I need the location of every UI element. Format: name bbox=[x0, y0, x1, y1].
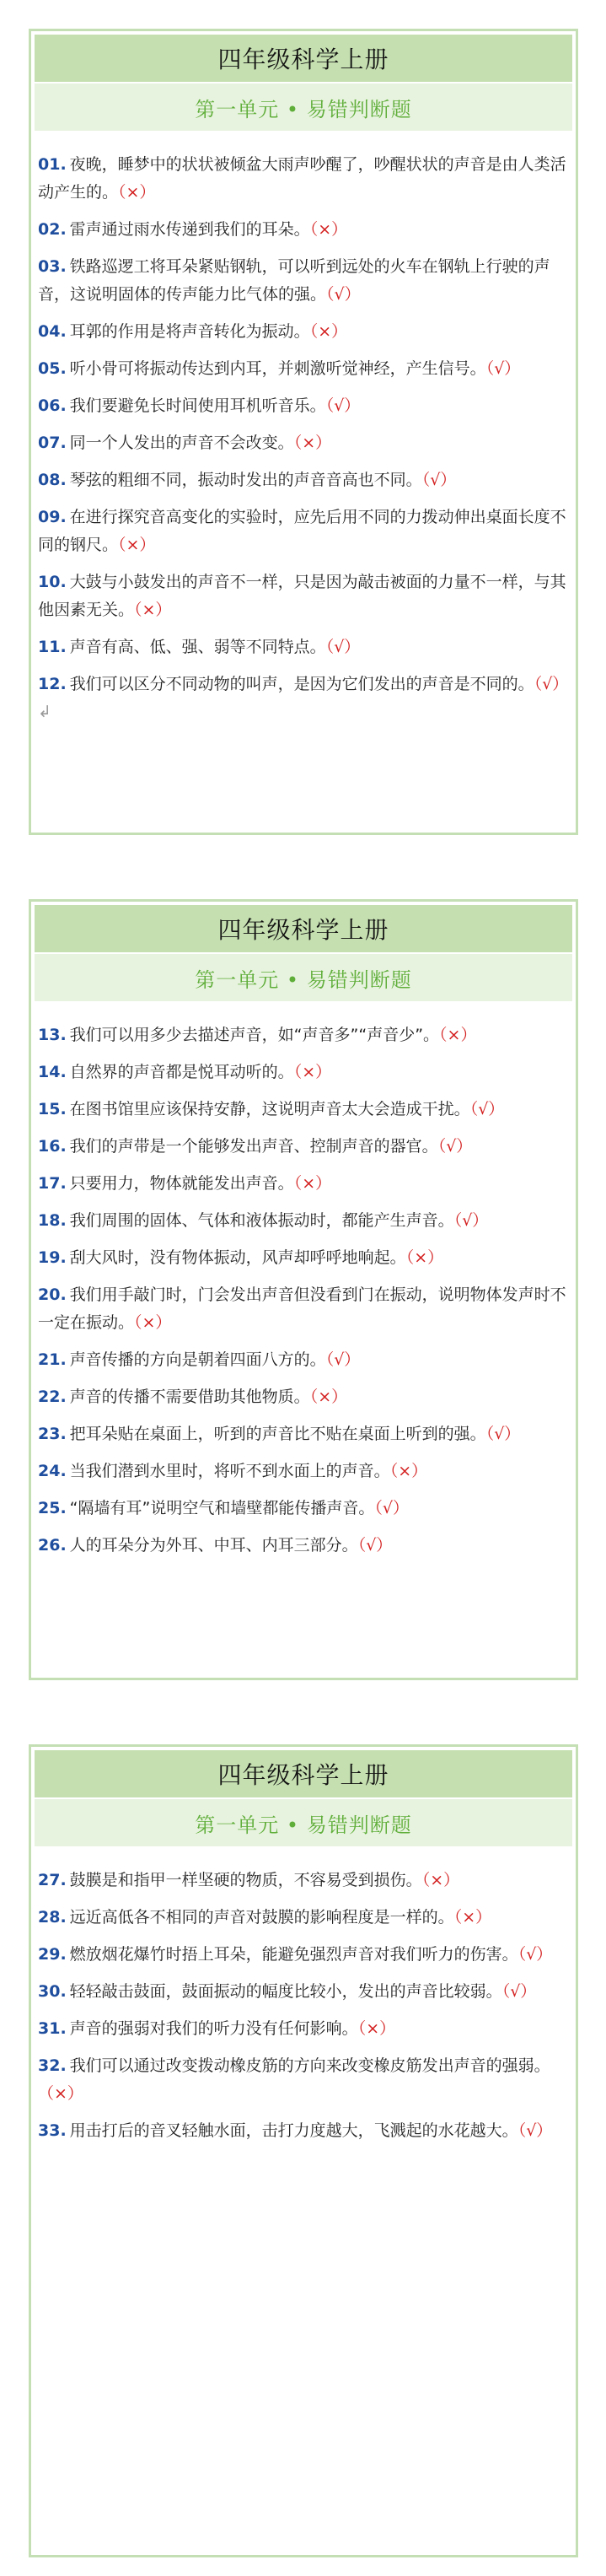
question-number: 29. bbox=[38, 1945, 67, 1964]
answer-mark: （√） bbox=[501, 1982, 537, 2001]
question-number: 09. bbox=[38, 508, 67, 526]
question-item bbox=[38, 1021, 569, 1049]
question-item bbox=[38, 633, 569, 661]
question-number: 20. bbox=[38, 1285, 67, 1304]
answer-mark: （×） bbox=[293, 1174, 332, 1193]
card-title: 四年级科学上册 bbox=[217, 46, 389, 73]
question-number: 18. bbox=[38, 1211, 67, 1230]
answer-mark: （√） bbox=[325, 638, 361, 656]
answer-mark: （√） bbox=[325, 396, 361, 415]
answer-mark: （×） bbox=[453, 1908, 492, 1927]
question-number: 13. bbox=[38, 1026, 67, 1044]
quiz-card-2 bbox=[29, 899, 578, 1680]
card-header bbox=[35, 35, 572, 84]
answer-mark: （×） bbox=[118, 183, 156, 202]
card-title: 四年级科学上册 bbox=[217, 1761, 389, 1789]
question-item bbox=[38, 253, 569, 309]
question-number: 12. bbox=[38, 675, 67, 693]
quiz-card-1 bbox=[29, 29, 578, 835]
question-number: 27. bbox=[38, 1871, 67, 1889]
question-item bbox=[38, 216, 569, 244]
answer-mark: （√） bbox=[485, 359, 521, 378]
question-item bbox=[38, 504, 569, 559]
question-number: 15. bbox=[38, 1100, 67, 1118]
answer-mark: （×） bbox=[389, 1462, 428, 1480]
question-number: 08. bbox=[38, 471, 67, 489]
question-item bbox=[38, 2015, 569, 2043]
question-item bbox=[38, 2052, 569, 2108]
question-text: 人的耳朵分为外耳、中耳、内耳三部分。 bbox=[69, 1536, 358, 1555]
question-number: 31. bbox=[38, 2019, 67, 2038]
question-number: 03. bbox=[38, 257, 67, 276]
question-number: 21. bbox=[38, 1350, 67, 1369]
question-item bbox=[38, 1133, 569, 1161]
answer-mark: （×） bbox=[421, 1871, 460, 1889]
question-text: 雷声通过雨水传递到我们的耳朵。 bbox=[69, 220, 310, 239]
answer-mark: （×） bbox=[293, 434, 332, 452]
answer-mark: （×） bbox=[134, 601, 172, 619]
question-item bbox=[38, 1096, 569, 1124]
card-header bbox=[35, 905, 572, 954]
question-number: 05. bbox=[38, 359, 67, 378]
question-text: 夜晚，睡梦中的状状被倾盆大雨声吵醒了，吵醒状状的声音是由人类活动产生的。 bbox=[38, 155, 566, 202]
question-text: 自然界的声音都是悦耳动听的。 bbox=[69, 1063, 294, 1081]
question-text: 声音有高、低、强、弱等不同特点。 bbox=[69, 638, 326, 656]
question-text: 燃放烟花爆竹时捂上耳朵，能避免强烈声音对我们听力的伤害。 bbox=[69, 1945, 518, 1964]
question-text: 声音的传播不需要借助其他物质。 bbox=[69, 1388, 310, 1406]
question-number: 28. bbox=[38, 1908, 67, 1927]
question-item bbox=[38, 1532, 569, 1560]
question-number: 22. bbox=[38, 1388, 67, 1406]
answer-mark: （√） bbox=[374, 1499, 409, 1517]
question-item bbox=[38, 1346, 569, 1374]
question-number: 01. bbox=[38, 155, 67, 174]
question-text: 鼓膜是和指甲一样坚硬的物质，不容易受到损伤。 bbox=[69, 1871, 422, 1889]
question-list bbox=[31, 1001, 576, 1560]
card-header bbox=[35, 1750, 572, 1799]
answer-mark: （×） bbox=[439, 1026, 477, 1044]
answer-mark: （√） bbox=[437, 1137, 473, 1156]
question-number: 33. bbox=[38, 2121, 67, 2140]
question-text: 远近高低各不相同的声音对鼓膜的影响程度是一样的。 bbox=[69, 1908, 454, 1927]
question-text: 琴弦的粗细不同，振动时发出的声音音高也不同。 bbox=[69, 471, 422, 489]
card-subheader bbox=[35, 1799, 572, 1846]
question-item bbox=[38, 1495, 569, 1522]
question-list bbox=[31, 1846, 576, 2145]
question-text: 大鼓与小鼓发出的声音不一样，只是因为敲击被面的力量不一样，与其他因素无关。 bbox=[38, 573, 566, 619]
answer-mark: （√） bbox=[518, 1945, 553, 1964]
question-text: 声音传播的方向是朝着四面八方的。 bbox=[69, 1350, 326, 1369]
answer-mark: （√） bbox=[534, 675, 569, 693]
question-number: 17. bbox=[38, 1174, 67, 1193]
question-item bbox=[38, 1244, 569, 1272]
question-item bbox=[38, 318, 569, 346]
answer-mark: （√） bbox=[469, 1100, 505, 1118]
question-item bbox=[38, 429, 569, 457]
question-item bbox=[38, 1978, 569, 2006]
question-item bbox=[38, 1941, 569, 1969]
answer-mark: （×） bbox=[357, 2019, 396, 2038]
question-text: 我们的声带是一个能够发出声音、控制声音的器官。 bbox=[69, 1137, 438, 1156]
question-text: 在图书馆里应该保持安静，这说明声音太大会造成干扰。 bbox=[69, 1100, 470, 1118]
question-item bbox=[38, 1867, 569, 1894]
question-number: 25. bbox=[38, 1499, 67, 1517]
question-item bbox=[38, 671, 569, 726]
question-text: 用击打后的音叉轻触水面，击打力度越大，飞溅起的水花越大。 bbox=[69, 2121, 518, 2140]
question-number: 02. bbox=[38, 220, 67, 239]
question-item bbox=[38, 151, 569, 207]
question-text: 在进行探究音高变化的实验时，应先后用不同的力拨动伸出桌面长度不同的钢尺。 bbox=[38, 508, 566, 554]
question-item bbox=[38, 392, 569, 420]
question-number: 16. bbox=[38, 1137, 67, 1156]
answer-mark: （×） bbox=[309, 322, 348, 341]
question-text: 只要用力，物体就能发出声音。 bbox=[69, 1174, 294, 1193]
answer-mark: （√） bbox=[325, 1350, 361, 1369]
question-item bbox=[38, 1207, 569, 1235]
question-number: 19. bbox=[38, 1248, 67, 1267]
question-item bbox=[38, 1383, 569, 1411]
question-text: 我们可以区分不同动物的叫声，是因为它们发出的声音是不同的。 bbox=[69, 675, 534, 693]
question-text: 轻轻敲击鼓面，鼓面振动的幅度比较小，发出的声音比较弱。 bbox=[69, 1982, 502, 2001]
answer-mark: （√） bbox=[485, 1425, 521, 1443]
question-text: 我们可以通过改变拨动橡皮筋的方向来改变橡皮筋发出声音的强弱。 bbox=[69, 2056, 550, 2075]
question-item bbox=[38, 355, 569, 383]
answer-mark: （√） bbox=[421, 471, 457, 489]
answer-mark: （×） bbox=[134, 1313, 172, 1332]
card-subheader bbox=[35, 954, 572, 1001]
answer-mark: （√） bbox=[453, 1211, 489, 1230]
question-number: 23. bbox=[38, 1425, 67, 1443]
answer-mark: （×） bbox=[118, 536, 156, 554]
paragraph-mark: ↲ bbox=[38, 703, 51, 721]
question-number: 32. bbox=[38, 2056, 67, 2075]
question-number: 11. bbox=[38, 638, 67, 656]
card-subtitle: 第一单元 • 易错判断题 bbox=[195, 967, 412, 992]
question-item bbox=[38, 1170, 569, 1198]
question-text: 耳郭的作用是将声音转化为振动。 bbox=[69, 322, 310, 341]
question-list bbox=[31, 131, 576, 726]
question-number: 26. bbox=[38, 1536, 67, 1555]
question-text: 当我们潜到水里时，将听不到水面上的声音。 bbox=[69, 1462, 390, 1480]
card-subtitle: 第一单元 • 易错判断题 bbox=[195, 97, 412, 121]
question-item bbox=[38, 1458, 569, 1485]
question-item bbox=[38, 1904, 569, 1932]
question-number: 30. bbox=[38, 1982, 67, 2001]
answer-mark: （√） bbox=[326, 285, 361, 304]
card-subtitle: 第一单元 • 易错判断题 bbox=[195, 1813, 412, 1837]
question-text: 我们可以用多少去描述声音，如“声音多”“声音少”。 bbox=[69, 1026, 440, 1044]
quiz-card-3 bbox=[29, 1744, 578, 2557]
question-text: 声音的强弱对我们的听力没有任何影响。 bbox=[69, 2019, 358, 2038]
answer-mark: （×） bbox=[309, 1388, 348, 1406]
question-text: “隔墙有耳”说明空气和墙壁都能传播声音。 bbox=[69, 1499, 375, 1517]
card-subheader bbox=[35, 84, 572, 131]
question-text: 我们用手敲门时，门会发出声音但没看到门在振动，说明物体发声时不一定在振动。 bbox=[38, 1285, 566, 1332]
question-item bbox=[38, 1281, 569, 1337]
question-text: 把耳朵贴在桌面上，听到的声音比不贴在桌面上听到的强。 bbox=[69, 1425, 486, 1443]
question-text: 同一个人发出的声音不会改变。 bbox=[69, 434, 294, 452]
question-item bbox=[38, 2117, 569, 2145]
question-item bbox=[38, 466, 569, 494]
question-text: 铁路巡逻工将耳朵紧贴钢轨，可以听到远处的火车在钢轨上行驶的声音，这说明固体的传声能力比气体的强。 bbox=[38, 257, 550, 304]
answer-mark: （√） bbox=[518, 2121, 553, 2140]
answer-mark: （×） bbox=[293, 1063, 332, 1081]
card-title: 四年级科学上册 bbox=[217, 916, 389, 944]
answer-mark: （×） bbox=[405, 1248, 444, 1267]
question-number: 07. bbox=[38, 434, 67, 452]
answer-mark: （×） bbox=[309, 220, 348, 239]
question-text: 我们要避免长时间使用耳机听音乐。 bbox=[69, 396, 326, 415]
answer-mark: （×） bbox=[38, 2084, 83, 2103]
question-number: 04. bbox=[38, 322, 67, 341]
question-text: 刮大风时，没有物体振动，风声却呼呼地响起。 bbox=[69, 1248, 406, 1267]
question-item bbox=[38, 1059, 569, 1086]
question-item bbox=[38, 569, 569, 624]
question-number: 10. bbox=[38, 573, 67, 591]
question-number: 14. bbox=[38, 1063, 67, 1081]
question-number: 24. bbox=[38, 1462, 67, 1480]
answer-mark: （√） bbox=[357, 1536, 393, 1555]
question-text: 听小骨可将振动传达到内耳，并刺激听觉神经，产生信号。 bbox=[69, 359, 486, 378]
question-item bbox=[38, 1420, 569, 1448]
question-number: 06. bbox=[38, 396, 67, 415]
question-text: 我们周围的固体、气体和液体振动时，都能产生声音。 bbox=[69, 1211, 454, 1230]
